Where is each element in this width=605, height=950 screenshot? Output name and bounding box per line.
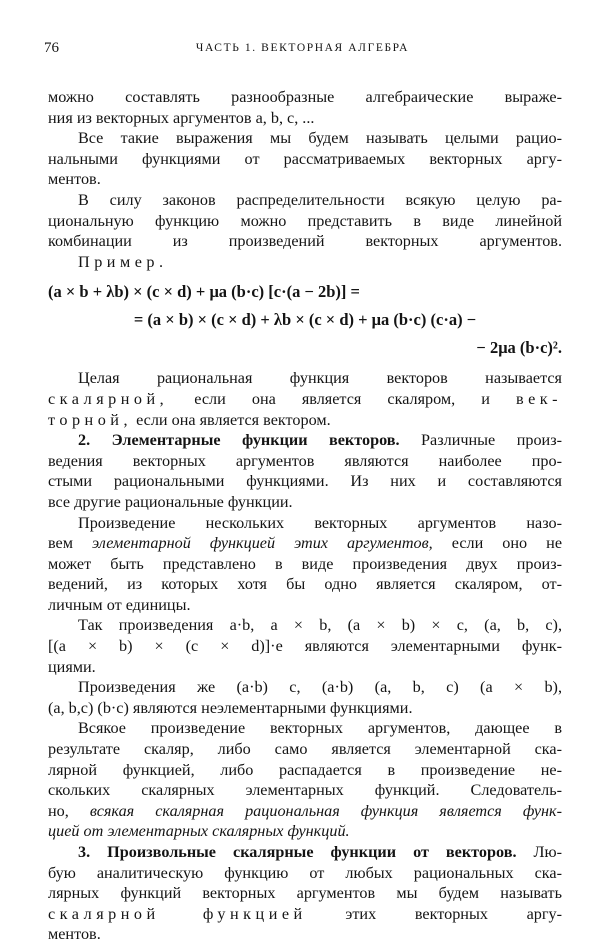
equation-line: = (a × b) × (c × d) + λb × (c × d) + μa (b·c) (c·a) − <box>133 310 477 330</box>
text-line: Всякое произведение векторных аргументов, дающее в <box>78 719 562 738</box>
text-line: Произведения же (a·b) c, (a·b) (a, b, c) (a × b), <box>78 678 562 697</box>
text-line: комбинации из произведений векторных аргументов. <box>48 232 562 251</box>
text-line: (a, b,c) (b·c) являются неэлементарными функциями. <box>48 698 413 717</box>
text-line: нальными функциями от рассматриваемых векторных аргу- <box>48 149 562 168</box>
section-heading-3: 3. Произвольные скалярные функции от векторов. <box>78 843 517 861</box>
term-vector: торной, <box>48 410 133 429</box>
text-line: ведения векторных аргументов являются наиболее про- <box>48 451 562 470</box>
running-head: ЧАСТЬ 1. ВЕКТОРНАЯ АЛГЕБРА <box>195 42 410 54</box>
text-line: все другие рациональные функции. <box>48 492 293 511</box>
text-line: торной, если она является вектором. <box>48 410 331 429</box>
term-scalar-function: скалярной функцией <box>48 904 307 923</box>
page-header <box>44 40 561 60</box>
equation-line: − 2μa (b·c)². <box>476 338 562 358</box>
text-line: результате скаляр, либо само является элементарной ска- <box>48 740 562 759</box>
text-line: Произведение нескольких векторных аргументов назо- <box>78 513 562 532</box>
text-line: циями. <box>48 657 96 676</box>
text-line: ментов. <box>48 925 101 944</box>
theorem-statement: всякая скалярная рациональная функция является функ- <box>89 801 563 820</box>
example-label: Пример. <box>78 252 168 271</box>
section-heading-2: 2. Элементарные функции векторов. <box>78 431 400 450</box>
text-line: В силу законов распределительности всякую целую ра- <box>78 190 562 209</box>
text-line: 3. Произвольные скалярные функции от векторов. Лю- <box>78 843 562 861</box>
text-line: ведений, из которых хотя бы одно является скаляром, от- <box>48 575 562 594</box>
text-line: личным от единицы. <box>48 595 191 614</box>
definition-term: элементарной функцией этих аргументов, <box>92 534 433 553</box>
text-line: бую аналитическую функцию от любых рациональных ска- <box>48 863 562 882</box>
term-scalar: скалярной, <box>48 389 169 408</box>
text-line: 2. Элементарные функции векторов. Различные произ- <box>78 431 562 450</box>
text-line: скольких скалярных элементарных функций. Следователь- <box>48 781 562 800</box>
equation-block <box>48 272 562 368</box>
text-line: ния из векторных аргументов a, b, c, ... <box>48 108 315 127</box>
text-line: Так произведения a·b, a × b, (a × b) × c, (a, b, c), <box>78 616 562 635</box>
text-line: циональную функцию можно представить в виде линейной <box>48 211 562 230</box>
text-line: Все такие выражения мы будем называть целыми рацио- <box>78 129 562 148</box>
text-line: может быть представлено в виде произведения двух произ- <box>48 554 562 573</box>
body-text <box>48 87 562 945</box>
equation-line: (a × b + λb) × (c × d) + μa (b·c) [c·(a − 2b)] = <box>48 282 360 302</box>
text-line: стыми рациональными функциями. Из них и составляются <box>48 472 562 491</box>
text-line: можно составлять разнообразные алгебраические выраже- <box>48 88 562 106</box>
text-line: ментов. <box>48 170 101 189</box>
text-line: цией от элементарных скалярных функций. <box>48 822 350 841</box>
text-line: лярных функций векторных аргументов мы будем называть <box>48 884 562 903</box>
page-number: 76 <box>44 40 59 56</box>
text-line: лярной функцией, либо распадается в произведение не- <box>48 760 562 779</box>
text-line: Целая рациональная функция векторов называется <box>78 369 562 388</box>
text-line: скалярной функцией этих векторных аргу- <box>48 904 562 923</box>
text-line: скалярной, если она является скаляром, и век- <box>48 389 563 408</box>
text-line: но, всякая скалярная рациональная функция является функ- <box>48 801 563 820</box>
text-line: [(a × b) × (c × d)]·e являются элементарными функ- <box>48 637 562 656</box>
text-line: вем элементарной функцией этих аргументов, если оно не <box>48 534 562 553</box>
